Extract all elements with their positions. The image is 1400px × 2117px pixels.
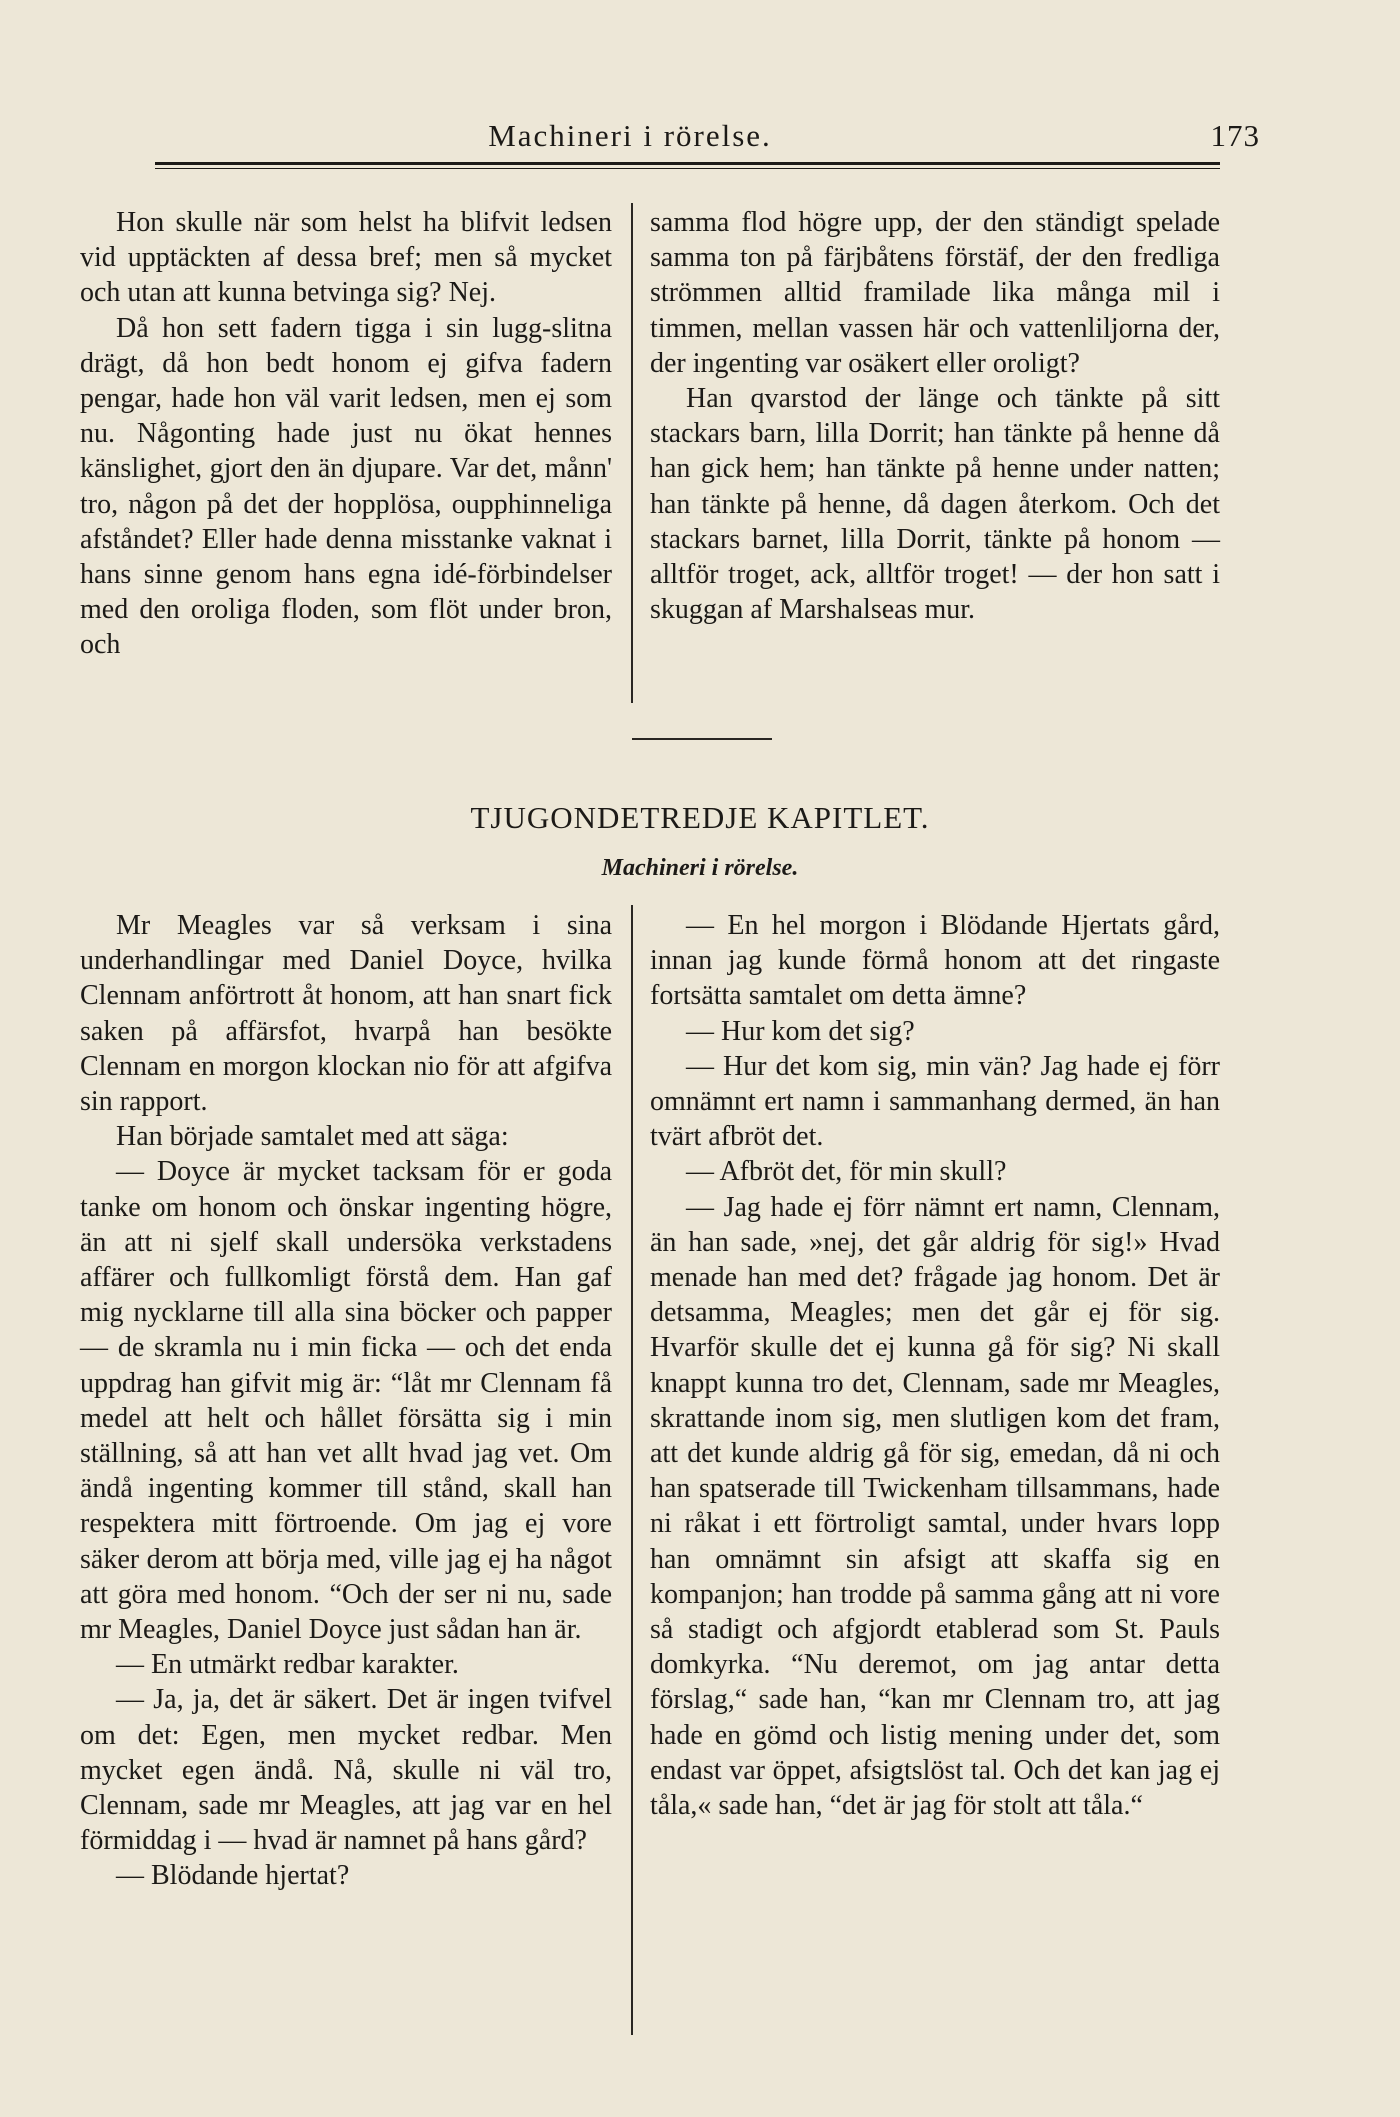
top-right-column [650, 205, 1220, 627]
bottom-left-column [80, 908, 612, 1894]
paragraph: Mr Meagles var så verksam i sina underhandlingar med Daniel Doyce, hvilka Clennam anförtrott åt honom, att han snart fick saken på affärsfot, hvarpå han besökte Clennam en morgon klockan nio för att afgifva sin rapport. [80, 910, 612, 1118]
paragraph: Då hon sett fadern tigga i sin lugg-slitna drägt, då hon bedt honom ej gifva fadern pengar, hade hon väl varit ledsen, men ej som nu. Någonting hade just nu ökat hennes känslighet, gjort den än djupare. Var det, månn' tro, någon på det der hopplösa, oupphinneliga afståndet? Eller hade denna misstanke vaknat i hans sinne genom hans egna idé-förbindelser med den oroliga floden, som flöt under bron, och [80, 312, 612, 661]
paragraph: — En hel morgon i Blödande Hjertats gård, innan jag kunde förmå honom att det ringaste fortsätta samtalet om detta ämne? [650, 910, 1220, 1012]
header-rule-thin [155, 168, 1220, 169]
chapter-separator-rule [632, 738, 772, 740]
column-divider-bottom [631, 905, 633, 2035]
column-divider-top [631, 203, 633, 703]
bottom-right-column [650, 908, 1220, 1823]
paragraph: — Hur det kom sig, min vän? Jag hade ej förr omnämnt ert namn i sammanhang dermed, än han tvärt afbröt det. [650, 1050, 1220, 1153]
paragraph: — Afbröt det, för min skull? [686, 1156, 1007, 1188]
paragraph: Hon skulle när som helst ha blifvit ledsen vid upptäckten af dessa bref; men så mycket och utan att kunna betvinga sig? Nej. [80, 207, 612, 309]
paragraph: — Blödande hjertat? [116, 1860, 350, 1892]
paragraph: — Hur kom det sig? [686, 1015, 915, 1047]
running-title: Machineri i rörelse. [488, 118, 772, 153]
paragraph: samma flod högre upp, der den ständigt spelade samma ton på färjbåtens förstäf, der den fredliga strömmen alltid framilade lika många mil i timmen, mellan vassen här och vattenliljorna der, der ingenting var osäkert eller oroligt? [650, 207, 1220, 379]
top-left-column [80, 205, 612, 663]
header-rule-thick [155, 162, 1220, 165]
chapter-heading: TJUGONDETREDJE KAPITLET. [470, 800, 930, 835]
paragraph: — Jag hade ej förr nämnt ert namn, Clennam, än han sade, »nej, det går aldrig för sig!» Hvad menade han med det? frågade jag honom. Det är detsamma, Meagles; men det går ej för sig. Hvarför skulle det ej kunna gå för sig? Ni skall knappt kunna tro det, Clennam, sade mr Meagles, skrattande inom sig, men slutligen kom det fram, att det kunde aldrig gå för sig, emedan, då ni och han spatserade till Twickenham tillsammans, hade ni råkat i ett förtroligt samtal, under hvars lopp han omnämnt sin afsigt att skaffa sig en kompanjon; han trodde på samma gång att ni vore så stadigt och afgjordt etablerad som St. Pauls domkyrka. “Nu deremot, om jag antar detta förslag,“ sade han, “kan mr Clennam tro, att jag hade en gömd och listig mening under det, som endast var öppet, afsigtslöst tal. Och det kan jag ej tåla,« sade han, “det är jag för stolt att tåla.“ [650, 1191, 1220, 1822]
paragraph: — Doyce är mycket tacksam för er goda tanke om honom och önskar ingenting högre, än att ni sjelf skall undersöka verkstadens affärer och fullkomligt förstå dem. Han gaf mig nycklarne till alla sina böcker och papper — de skramla nu i min ficka — och det enda uppdrag han gifvit mig är: “låt mr Clennam få medel att helt och hållet försätta sig i min ställning, så att han vet allt hvad jag vet. Om ändå ingenting kommer till stånd, skall han respektera mitt förtroende. Om jag ej vore säker derom att börja med, ville jag ej ha något att göra med honom. “Och der ser ni nu, sade mr Meagles, Daniel Doyce just sådan han är. [80, 1156, 612, 1646]
paragraph: Han qvarstod der länge och tänkte på sitt stackars barn, lilla Dorrit; han tänkte på henne då han gick hem; han tänkte på henne under natten; han tänkte på henne, då dagen återkom. Och det stackars barnet, lilla Dorrit, tänkte på honom — alltför troget, ack, alltför troget! — der hon satt i skuggan af Marshalseas mur. [650, 383, 1220, 626]
page-number: 173 [1210, 118, 1260, 153]
paragraph: — Ja, ja, det är säkert. Det är ingen tvifvel om det: Egen, men mycket redbar. Men mycket egen ändå. Nå, skulle ni väl tro, Clennam, sade mr Meagles, att jag var en hel förmiddag i — hvad är namnet på hans gård? [80, 1684, 612, 1857]
chapter-subtitle: Machineri i rörelse. [601, 855, 799, 881]
paragraph: — En utmärkt redbar karakter. [116, 1649, 459, 1681]
paragraph: Han började samtalet med att säga: [116, 1121, 509, 1153]
